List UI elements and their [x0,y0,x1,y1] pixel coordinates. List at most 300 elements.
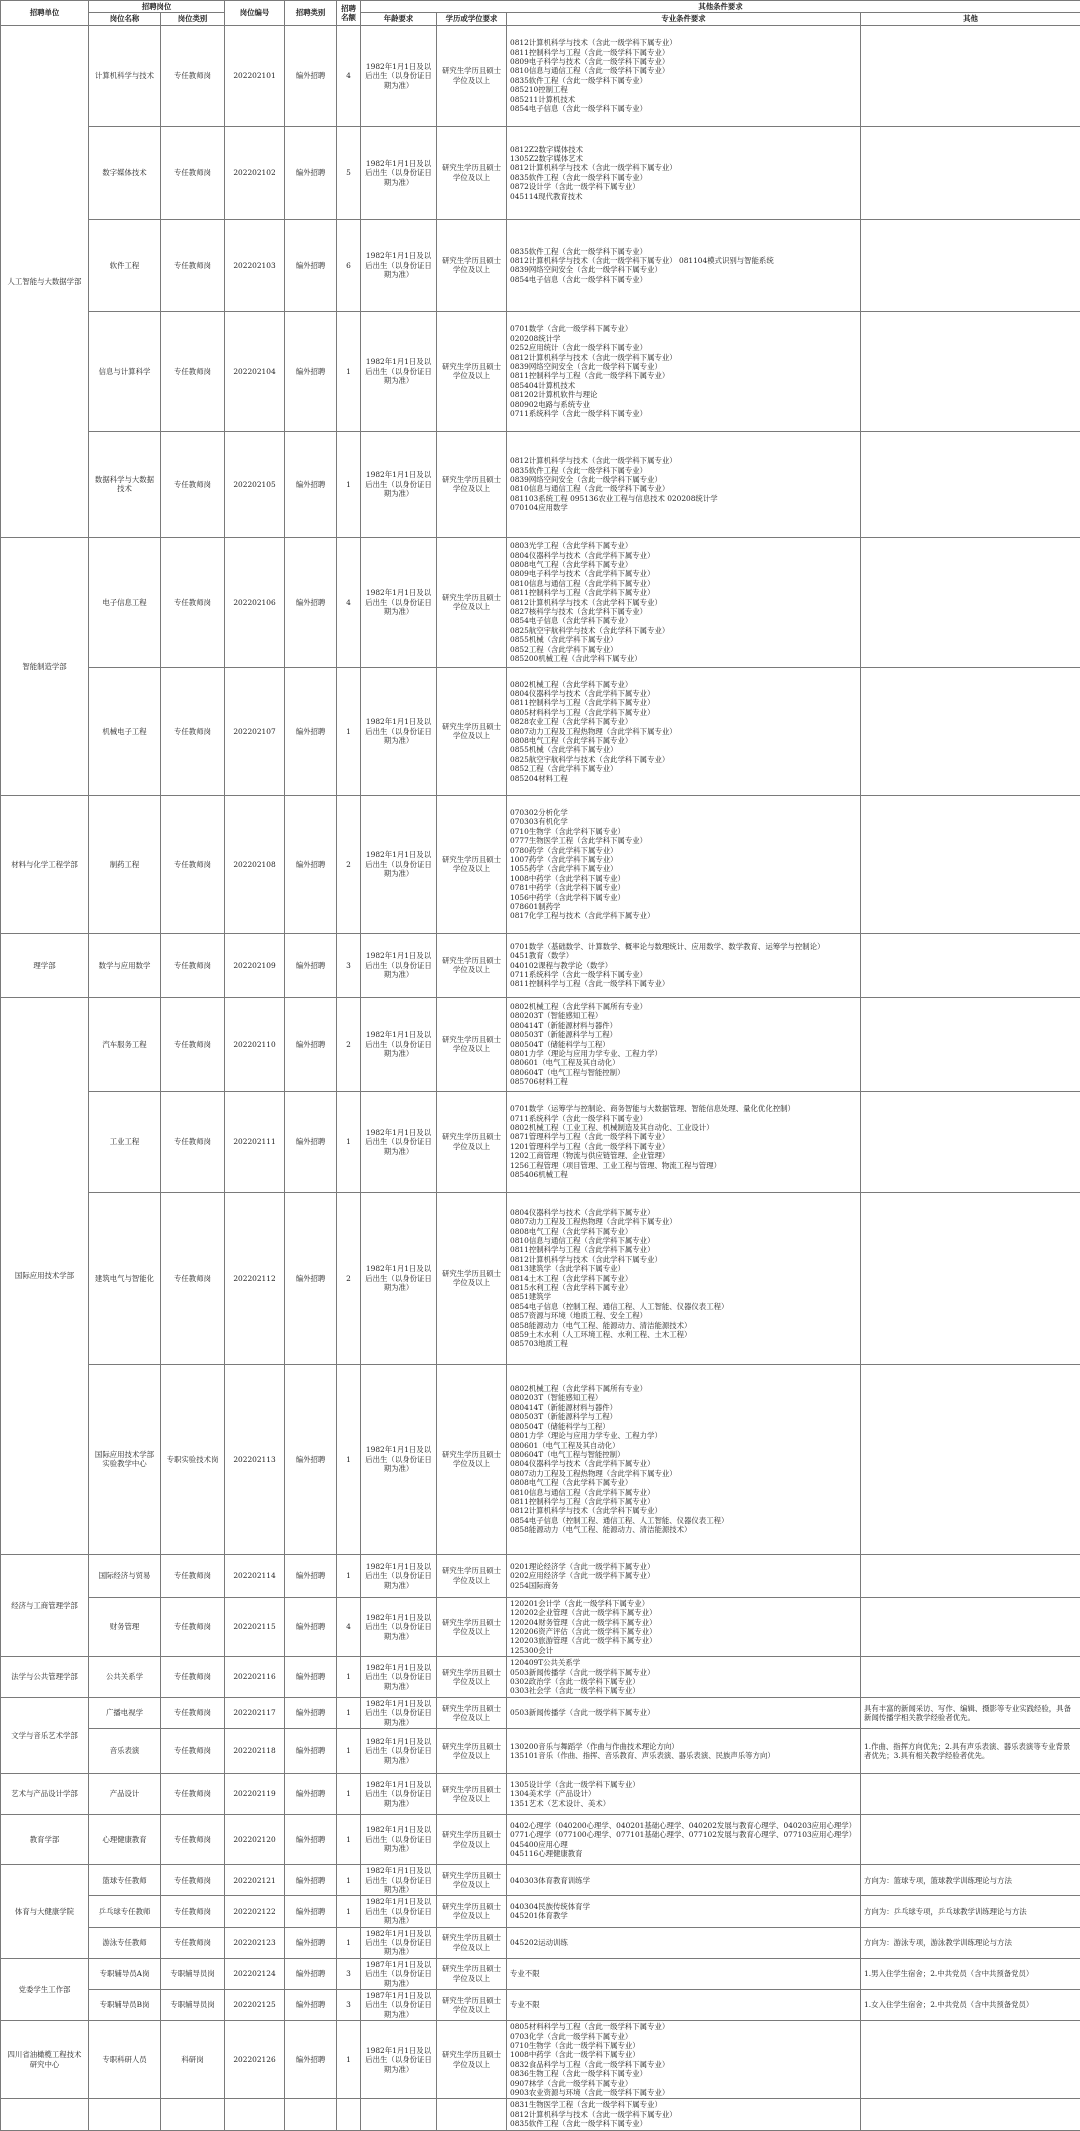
major-line: 0854电子信息（含此一级学科下属专业） [510,104,857,113]
major-line: 0852工程（含此学科下属专业） [510,645,857,654]
hire-type: 编外招聘 [285,1774,337,1815]
hire-type: 编外招聘 [285,933,337,997]
major-line: 070104应用数学 [510,503,857,512]
major-line: 0805材料科学与工程（含此一级学科下属专业） [510,2022,857,2031]
major-line: 0872设计学（含此一级学科下属专业） [510,182,857,191]
post-type: 专任教师岗 [161,25,225,126]
age-req: 1982年1月1日及以后出生（以身份证日期为准） [361,1597,437,1656]
post-type: 专任教师岗 [161,1554,225,1597]
major-line: 0780药学（含此学科下属专业） [510,846,857,855]
post-code: 202202120 [225,1815,285,1865]
major-line: 0854电子信息（含此学科下属专业） [510,616,857,625]
hire-type: 编外招聘 [285,126,337,219]
major-line: 0811控制科学与工程（含此一级学科下属专业） [510,371,857,380]
hire-type: 编外招聘 [285,795,337,933]
other-req [861,1364,1080,1554]
post-code: 202202115 [225,1597,285,1656]
age-req: 1982年1月1日及以后出生（以身份证日期为准） [361,667,437,795]
age-req: 1982年1月1日及以后出生（以身份证日期为准） [361,933,437,997]
unit-name [1,2099,89,2130]
header-edu: 学历或学位要求 [437,13,507,25]
other-req: 方向为：篮球专项，篮球教学训练理论与方法 [861,1865,1080,1896]
table-row [1,667,1080,795]
post-name: 国际应用技术学部实验教学中心 [89,1364,161,1554]
age-req: 1982年1月1日及以后出生（以身份证日期为准） [361,1697,437,1728]
major-line: 专业不限 [510,1969,857,1978]
post-type: 专任教师岗 [161,1896,225,1927]
major-line: 0812计算机科学与技术（含此一级学科下属专业） [510,38,857,47]
post-code: 202202102 [225,126,285,219]
edu-req: 研究生学历且硕士学位及以上 [437,1192,507,1364]
age-req: 1982年1月1日及以后出生（以身份证日期为准） [361,25,437,126]
post-code: 202202106 [225,537,285,667]
edu-req: 研究生学历且硕士学位及以上 [437,25,507,126]
major-req [507,1091,861,1192]
post-code: 202202114 [225,1554,285,1597]
major-line: 1202工商管理（物流与供应链管理、企业管理） [510,1151,857,1160]
quota: 4 [337,537,361,667]
major-line: 0815水利工程（含此学科下属专业） [510,1283,857,1292]
major-line: 0810信息与通信工程（含此一级学科下属专业） [510,66,857,75]
major-line: 0835软件工程（含此一级学科下属专业） [510,173,857,182]
major-line: 040102课程与教学论（数学） [510,961,857,970]
major-line: 0825航空宇航科学与技术（含此学科下属专业） [510,626,857,635]
age-req: 1987年1月1日及以后出生（以身份证日期为准） [361,1958,437,1989]
major-line: 0836生物工程（含此一级学科下属专业） [510,2069,857,2078]
quota: 3 [337,933,361,997]
post-name: 制药工程 [89,795,161,933]
major-line: 1351艺术（艺术设计、美术） [510,1799,857,1808]
edu-req: 研究生学历且硕士学位及以上 [437,1815,507,1865]
edu-req: 研究生学历且硕士学位及以上 [437,997,507,1091]
major-line: 080902电路与系统专业 [510,400,857,409]
table-row [1,219,1080,311]
age-req: 1982年1月1日及以后出生（以身份证日期为准） [361,219,437,311]
table-row [1,933,1080,997]
quota: 1 [337,431,361,537]
other-req: 具有丰富的新闻采访、写作、编辑、摄影等专业实践经验，具备新闻传播学相关教学经验者优先。 [861,1697,1080,1728]
major-req [507,431,861,537]
unit-name: 四川省油橄榄工程技术研究中心 [1,2021,89,2099]
major-line: 0831生物医学工程（含此一级学科下属专业） [510,2100,857,2109]
unit-name: 党委学生工作部 [1,1958,89,2020]
edu-req: 研究生学历且硕士学位及以上 [437,667,507,795]
major-line: 0810信息与通信工程（含此学科下属专业） [510,1236,857,1245]
major-line: 125300会计 [510,1646,857,1655]
post-type: 专任教师岗 [161,795,225,933]
post-code: 202202121 [225,1865,285,1896]
major-line: 0303社会学（含此一级学科下属专业） [510,1686,857,1695]
quota: 1 [337,1091,361,1192]
header-post-group: 招聘岗位 [89,1,225,13]
major-req [507,2099,861,2130]
header-post-code: 岗位编号 [225,1,285,26]
major-req [507,126,861,219]
edu-req: 研究生学历且硕士学位及以上 [437,1657,507,1698]
post-name: 游泳专任教师 [89,1927,161,1958]
post-type: 科研岗 [161,2021,225,2099]
major-line: 0825航空宇航科学与技术（含此学科下属专业） [510,755,857,764]
other-req [861,1091,1080,1192]
quota: 1 [337,1815,361,1865]
quota: 1 [337,1657,361,1698]
major-line: 0809电子科学与技术（含此一级学科下属专业） [510,57,857,66]
major-line: 085706材料工程 [510,1077,857,1086]
major-line: 0804仪器科学与技术（含此学科下属专业） [510,551,857,560]
major-line: 1201管理科学与工程（含此一级学科下属专业） [510,1142,857,1151]
quota: 1 [337,1927,361,1958]
post-type: 专任教师岗 [161,1815,225,1865]
edu-req: 研究生学历且硕士学位及以上 [437,2021,507,2099]
unit-name: 人工智能与大数据学部 [1,25,89,537]
major-line: 0804仪器科学与技术（含此学科下属专业） [510,1459,857,1468]
post-code: 202202110 [225,997,285,1091]
major-line: 0812计算机科学与技术（含此一级学科下属专业） 081104模式识别与智能系统 [510,256,857,265]
major-line: 070303有机化学 [510,817,857,826]
hire-type: 编外招聘 [285,431,337,537]
table-row [1,795,1080,933]
table-row [1,2099,1080,2130]
major-line: 0858能源动力（电气工程、能源动力、清洁能源技术） [510,1321,857,1330]
edu-req: 研究生学历且硕士学位及以上 [437,1554,507,1597]
edu-req: 研究生学历且硕士学位及以上 [437,1927,507,1958]
post-code: 202202124 [225,1958,285,1989]
post-type: 专任教师岗 [161,1657,225,1698]
age-req: 1982年1月1日及以后出生（以身份证日期为准） [361,1865,437,1896]
post-type: 专职辅导员岗 [161,1958,225,1989]
edu-req: 研究生学历且硕士学位及以上 [437,1896,507,1927]
hire-type: 编外招聘 [285,1554,337,1597]
header-quota: 招聘名额 [337,1,361,26]
other-req [861,219,1080,311]
post-name: 产品设计 [89,1774,161,1815]
major-line: 085204材料工程 [510,774,857,783]
post-code: 202202108 [225,795,285,933]
edu-req: 研究生学历且硕士学位及以上 [437,1865,507,1896]
major-line: 1256工程管理（项目管理、工业工程与管理、物流工程与管理） [510,1161,857,1170]
age-req [361,2099,437,2130]
major-line: 1305设计学（含此一级学科下属专业） [510,1780,857,1789]
major-line: 0804仪器科学与技术（含此学科下属专业） [510,1208,857,1217]
post-name: 国际经济与贸易 [89,1554,161,1597]
major-line: 0858能源动力（电气工程、能源动力、清洁能源技术） [510,1525,857,1534]
other-req [861,1554,1080,1597]
quota: 1 [337,1364,361,1554]
major-line: 0855机械（含此学科下属专业） [510,745,857,754]
unit-name: 材料与化学工程学部 [1,795,89,933]
table-row [1,1697,1080,1728]
major-line: 080503T（新能源科学与工程） [510,1030,857,1039]
post-code: 202202117 [225,1697,285,1728]
major-line: 0811控制科学与工程（含此学科下属专业） [510,698,857,707]
post-name: 数学与应用数学 [89,933,161,997]
quota: 1 [337,1729,361,1774]
major-line: 0859土木水利（人工环境工程、水利工程、土木工程） [510,1330,857,1339]
major-line: 0711系统科学（含此一级学科下属专业） [510,409,857,418]
hire-type: 编外招聘 [285,1697,337,1728]
post-code: 202202118 [225,1729,285,1774]
major-line: 085211计算机技术 [510,95,857,104]
post-name: 软件工程 [89,219,161,311]
post-name: 财务管理 [89,1597,161,1656]
post-type: 专任教师岗 [161,1597,225,1656]
major-line: 120202企业管理（含此一级学科下属专业） [510,1608,857,1617]
hire-type: 编外招聘 [285,667,337,795]
major-line: 0710生物学（含此一级学科下属专业） [510,2041,857,2050]
header-post-type: 岗位类别 [161,13,225,25]
other-req: 1.男入住学生宿舍；2.中共党员（含中共预备党员） [861,1958,1080,1989]
unit-name: 艺术与产品设计学部 [1,1774,89,1815]
post-code: 202202123 [225,1927,285,1958]
hire-type: 编外招聘 [285,997,337,1091]
major-line: 0828农业工程（含此学科下属专业） [510,717,857,726]
other-req [861,795,1080,933]
major-req [507,1896,861,1927]
post-code: 202202116 [225,1657,285,1698]
major-line: 045202运动训练 [510,1938,857,1947]
other-req [861,431,1080,537]
age-req: 1982年1月1日及以后出生（以身份证日期为准） [361,1192,437,1364]
major-line: 0807动力工程及工程热物理（含此学科下属专业） [510,727,857,736]
major-line: 0802机械工程（含此学科下属所有专业） [510,1384,857,1393]
major-line: 120409T公共关系学 [510,1658,857,1667]
major-line: 078601制药学 [510,902,857,911]
major-line: 0807动力工程及工程热物理（含此学科下属专业） [510,1217,857,1226]
major-line: 081202计算机软件与理论 [510,390,857,399]
post-type: 专职实验技术岗 [161,1364,225,1554]
major-req [507,1865,861,1896]
header-age: 年龄要求 [361,13,437,25]
major-line: 0855机械（含此学科下属专业） [510,635,857,644]
major-line: 020208统计学 [510,334,857,343]
hire-type: 编外招聘 [285,25,337,126]
table-row [1,1815,1080,1865]
quota: 1 [337,2021,361,2099]
table-row [1,1192,1080,1364]
major-line: 0711系统科学（含此一级学科下属专业） [510,1114,857,1123]
major-line: 0805材料科学与工程（含此学科下属专业） [510,708,857,717]
post-type: 专任教师岗 [161,219,225,311]
table-row [1,1865,1080,1896]
post-name: 公共关系学 [89,1657,161,1698]
post-type: 专任教师岗 [161,1192,225,1364]
major-line: 130200音乐与舞蹈学（作曲与作曲技术理论方向） [510,1742,857,1751]
age-req: 1987年1月1日及以后出生（以身份证日期为准） [361,1989,437,2020]
hire-type: 编外招聘 [285,1657,337,1698]
major-line: 0835软件工程（含此一级学科下属专业） [510,466,857,475]
major-line: 专业不限 [510,2000,857,2009]
header-unit: 招聘单位 [1,1,89,26]
age-req: 1982年1月1日及以后出生（以身份证日期为准） [361,431,437,537]
edu-req: 研究生学历且硕士学位及以上 [437,311,507,431]
post-name: 数字媒体技术 [89,126,161,219]
hire-type: 编外招聘 [285,1597,337,1656]
major-req [507,1774,861,1815]
major-line: 0503新闻传播学（含此一级学科下属专业） [510,1668,857,1677]
major-line: 0854电子信息（控制工程、通信工程、人工智能、仪器仪表工程） [510,1516,857,1525]
major-line: 0402心理学（040200心理学、040201基础心理学、040202发展与教育心理学、040203应用心理学） [510,1821,857,1830]
major-line: 0811控制科学与工程（含此一级学科下属专业） [510,979,857,988]
quota: 4 [337,25,361,126]
major-line: 0835软件工程（含此一级学科下属专业） [510,2119,857,2128]
major-line: 0701数学（运筹学与控制论、商务智能与大数据管理、智能信息处理、量化优化控制） [510,1104,857,1113]
post-type: 专任教师岗 [161,997,225,1091]
major-req [507,1554,861,1597]
edu-req: 研究生学历且硕士学位及以上 [437,1091,507,1192]
other-req [861,2021,1080,2099]
table-row [1,1364,1080,1554]
header-post-name: 岗位名称 [89,13,161,25]
major-line: 0814土木工程（含此学科下属专业） [510,1274,857,1283]
quota: 4 [337,1597,361,1656]
major-req [507,25,861,126]
major-line: 085703地质工程 [510,1339,857,1348]
age-req: 1982年1月1日及以后出生（以身份证日期为准） [361,1927,437,1958]
age-req: 1982年1月1日及以后出生（以身份证日期为准） [361,1729,437,1774]
major-line: 080203T（智能感知工程） [510,1011,857,1020]
major-line: 0835软件工程（含此一级学科下属专业） [510,76,857,85]
major-line: 0254国际商务 [510,1581,857,1590]
major-line: 045400应用心理 [510,1840,857,1849]
hire-type: 编外招聘 [285,219,337,311]
major-line: 0503新闻传播学（含此一级学科下属专业） [510,1708,857,1717]
post-type: 专任教师岗 [161,431,225,537]
major-line: 080203T（智能感知工程） [510,1393,857,1402]
age-req: 1982年1月1日及以后出生（以身份证日期为准） [361,1774,437,1815]
table-row [1,431,1080,537]
other-req [861,1774,1080,1815]
major-line: 0907林学（含此一级学科下属专业） [510,2079,857,2088]
major-req [507,667,861,795]
other-req: 方向为：游泳专项，游泳教学训练理论与方法 [861,1927,1080,1958]
major-line: 0802机械工程（含此学科下属专业） [510,680,857,689]
major-line: 0812Z2数字媒体技术 [510,145,857,154]
age-req: 1982年1月1日及以后出生（以身份证日期为准） [361,1657,437,1698]
major-line: 0771心理学（077100心理学、077101基础心理学、077102发展与教育心理学、077103应用心理学） [510,1830,857,1839]
table-row [1,126,1080,219]
major-line: 0812计算机科学与技术（含此学科下属专业） [510,598,857,607]
header-major: 专业条件要求 [507,13,861,25]
major-line: 0802机械工程（含此学科下属所有专业） [510,1002,857,1011]
major-req [507,1597,861,1656]
major-line: 0813建筑学（含此学科下属专业） [510,1264,857,1273]
other-req [861,537,1080,667]
major-req [507,1815,861,1865]
other-req [861,1815,1080,1865]
major-line: 0835软件工程（含此一级学科下属专业） [510,247,857,256]
major-line: 0201理论经济学（含此一级学科下属专业） [510,1562,857,1571]
quota: 1 [337,1554,361,1597]
post-name: 汽车服务工程 [89,997,161,1091]
major-line: 0711系统科学（含此一级学科下属专业） [510,970,857,979]
major-line: 1305Z2数字媒体艺术 [510,154,857,163]
major-line: 0812计算机科学与技术（含此一级学科下属专业） [510,163,857,172]
hire-type: 编外招聘 [285,1729,337,1774]
edu-req: 研究生学历且硕士学位及以上 [437,537,507,667]
major-line: 045114现代教育技术 [510,192,857,201]
post-code: 202202107 [225,667,285,795]
unit-name: 理学部 [1,933,89,997]
major-line: 0812计算机科学与技术（含此一级学科下属专业） [510,456,857,465]
major-line: 1008中药学（含此学科下属专业） [510,874,857,883]
major-line: 0811控制科学与工程（含此学科下属专业） [510,588,857,597]
major-line: 0810信息与通信工程（含此学科下属专业） [510,579,857,588]
table-row [1,1958,1080,1989]
edu-req: 研究生学历且硕士学位及以上 [437,1597,507,1656]
post-name: 信息与计算科学 [89,311,161,431]
major-line: 0817化学工程与技术（含此学科下属专业） [510,911,857,920]
major-line: 0802机械工程（工业工程、机械制造及其自动化、工业设计） [510,1123,857,1132]
hire-type: 编外招聘 [285,1896,337,1927]
other-req [861,2099,1080,2130]
header-other: 其他 [861,13,1080,25]
major-line: 085406机械工程 [510,1170,857,1179]
table-row [1,1597,1080,1656]
other-req: 1.作曲、指挥方向优先；2.具有声乐表演、器乐表演等专业背景者优先；3.具有相关教学经验者优先。 [861,1729,1080,1774]
other-req [861,933,1080,997]
major-line: 0851建筑学 [510,1292,857,1301]
major-line: 0827核科学与技术（含此学科下属专业） [510,607,857,616]
hire-type: 编外招聘 [285,1958,337,1989]
edu-req: 研究生学历且硕士学位及以上 [437,1364,507,1554]
table-row [1,997,1080,1091]
table-row [1,1729,1080,1774]
post-code: 202202104 [225,311,285,431]
major-line: 120204财务管理（含此一级学科下属专业） [510,1618,857,1627]
post-type: 专任教师岗 [161,311,225,431]
major-req [507,933,861,997]
major-line: 085210控制工程 [510,85,857,94]
major-line: 045116心理健康教育 [510,1849,857,1858]
major-req [507,997,861,1091]
post-type: 专任教师岗 [161,1729,225,1774]
post-code: 202202105 [225,431,285,537]
post-name: 建筑电气与智能化 [89,1192,161,1364]
post-name: 专职科研人员 [89,2021,161,2099]
major-line: 081103系统工程 095136农业工程与信息技术 020208统计学 [510,494,857,503]
major-line: 0810信息与通信工程（含此学科下属专业） [510,1488,857,1497]
major-line: 0777生物医学工程（含此学科下属专业） [510,836,857,845]
age-req: 1982年1月1日及以后出生（以身份证日期为准） [361,537,437,667]
major-line: 0811控制科学与工程（含此学科下属专业） [510,1245,857,1254]
major-line: 1008中药学（含此一级学科下属专业） [510,2050,857,2059]
post-name: 机械电子工程 [89,667,161,795]
post-code: 202202126 [225,2021,285,2099]
major-line: 1056中药学（含此学科下属专业） [510,893,857,902]
major-req [507,795,861,933]
major-line: 120206资产评估（含此一级学科下属专业） [510,1627,857,1636]
quota: 1 [337,1865,361,1896]
major-line: 0804仪器科学与技术（含此学科下属专业） [510,689,857,698]
other-req [861,667,1080,795]
other-req [861,1657,1080,1698]
age-req: 1982年1月1日及以后出生（以身份证日期为准） [361,1554,437,1597]
major-req [507,537,861,667]
major-line: 0871管理科学与工程（含此一级学科下属专业） [510,1132,857,1141]
quota: 1 [337,311,361,431]
header-cond-group: 其他条件要求 [361,1,1080,13]
post-code: 202202112 [225,1192,285,1364]
age-req: 1982年1月1日及以后出生（以身份证日期为准） [361,2021,437,2099]
post-type: 专任教师岗 [161,126,225,219]
major-req [507,2021,861,2099]
hire-type: 编外招聘 [285,1364,337,1554]
unit-name: 法学与公共管理学部 [1,1657,89,1698]
major-line: 080504T（储能科学与工程） [510,1422,857,1431]
major-line: 0252应用统计（含此一级学科下属专业） [510,343,857,352]
major-line: 0852工程（含此学科下属专业） [510,764,857,773]
edu-req: 研究生学历且硕士学位及以上 [437,933,507,997]
